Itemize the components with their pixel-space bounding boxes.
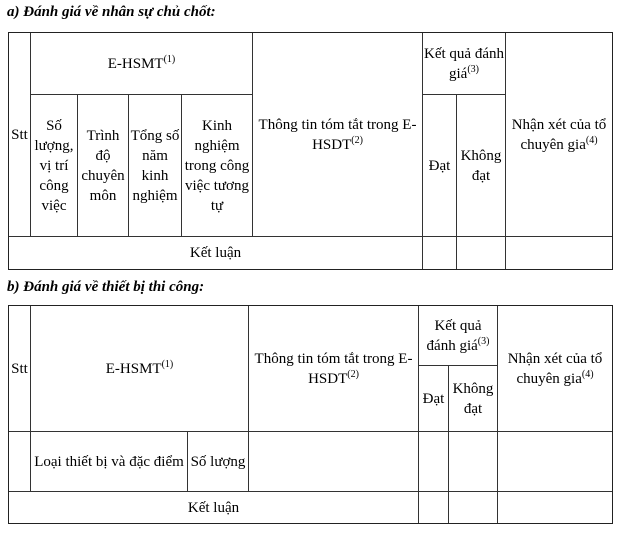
conclusion-comment-cell xyxy=(505,236,612,269)
header-pass: Đạt xyxy=(422,94,456,236)
row-info-cell xyxy=(248,431,418,491)
conclusion-pass-cell xyxy=(422,236,456,269)
header-result: Kết quả đánh giá$^{(3)}$ xyxy=(418,306,497,365)
col-total-years: Tổng số năm kinh nghiệm xyxy=(128,94,181,236)
col-quantity: Số lượng xyxy=(187,431,248,491)
conclusion-label: Kết luận xyxy=(9,236,422,269)
col-qualification: Trình độ chuyên môn xyxy=(77,94,128,236)
header-info-summary: Thông tin tóm tắt trong E-HSDT$^{(2)}$ xyxy=(252,33,422,236)
col-equipment-type: Loại thiết bị và đặc điểm xyxy=(30,431,187,491)
conclusion-fail-cell xyxy=(456,236,505,269)
section-a-title: a) Đánh giá về nhân sự chủ chốt: xyxy=(7,4,216,20)
conclusion-label: Kết luận xyxy=(9,491,418,523)
row-comment-cell xyxy=(497,431,612,491)
conclusion-fail-cell xyxy=(448,491,497,523)
header-pass: Đạt xyxy=(418,365,448,431)
conclusion-pass-cell xyxy=(418,491,448,523)
table-equipment xyxy=(8,305,613,524)
row-stt-cell xyxy=(9,431,30,491)
header-comment: Nhận xét của tổ chuyên gia$^{(4)}$ xyxy=(505,33,612,236)
row-fail-cell xyxy=(448,431,497,491)
header-stt: Stt xyxy=(11,126,28,143)
header-result: Kết quả đánh giá$^{(3)}$ xyxy=(422,33,505,94)
header-ehsmt: E-HSMT$^{(1)}$ xyxy=(30,33,252,94)
header-ehsmt: E-HSMT$^{(1)}$ xyxy=(30,306,248,431)
header-fail: Không đạt xyxy=(448,365,497,431)
row-pass-cell xyxy=(418,431,448,491)
section-b-title: b) Đánh giá về thiết bị thi công: xyxy=(7,279,205,295)
header-comment: Nhận xét của tổ chuyên gia$^{(4)}$ xyxy=(497,306,612,431)
table-key-personnel xyxy=(8,32,613,270)
header-fail: Không đạt xyxy=(456,94,505,236)
col-similar-experience: Kinh nghiệm trong công việc tương tự xyxy=(181,94,252,236)
header-info-summary: Thông tin tóm tắt trong E-HSDT$^{(2)}$ xyxy=(248,306,418,431)
header-stt: Stt xyxy=(11,360,28,377)
col-quantity-position: Số lượng, vị trí công việc xyxy=(30,94,77,236)
conclusion-comment-cell xyxy=(497,491,612,523)
